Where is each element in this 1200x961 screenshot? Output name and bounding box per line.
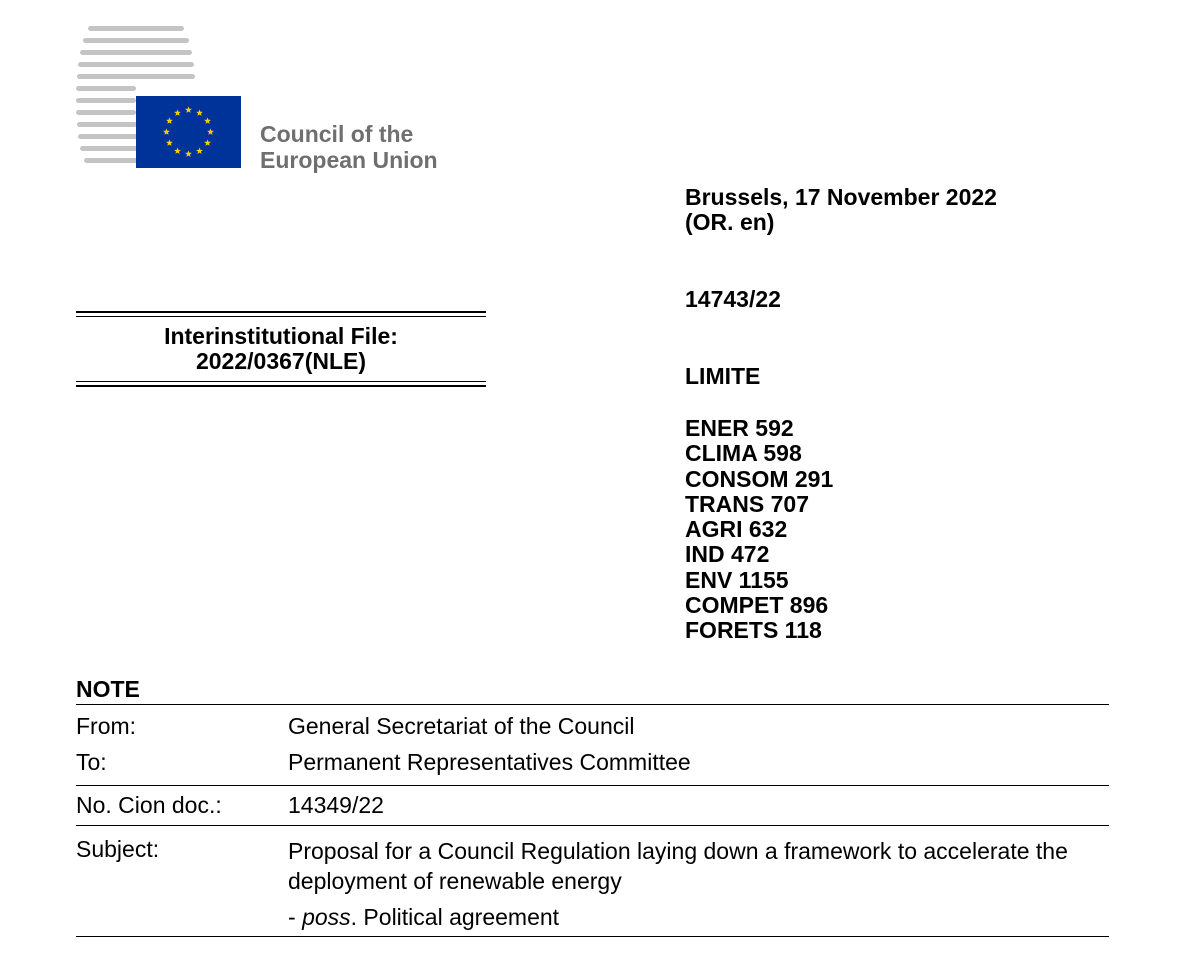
subject-code: FORETS 118 [685,617,822,644]
file-label: Interinstitutional File: [164,323,398,349]
table-divider [76,936,1109,937]
subject-codes [685,416,833,644]
subject-label: Subject: [76,836,160,862]
subject-code: TRANS 707 [685,490,809,517]
subject-value: Proposal for a Council Regulation laying down a framework to accelerate the deployment of renewable energy [288,838,1068,894]
original-language: (OR. en) [685,209,775,235]
to-label: To: [76,749,107,775]
org-name-line-1: Council of the [260,121,414,147]
double-rule-top [76,311,486,317]
document-number: 14743/22 [685,286,781,312]
eu-flag-icon [136,96,241,168]
file-number: 2022/0367(NLE) [195,348,367,374]
subject-code: CONSOM 291 [685,465,834,492]
subject-code: CLIMA 598 [685,440,802,467]
note-metadata-table [76,704,1109,937]
dateline: Brussels, 17 November 2022 [685,184,997,210]
table-row-subject [76,826,1109,936]
subject-note-italic: poss [302,904,351,930]
double-rule-bottom [76,381,486,387]
subject-note-prefix: - [288,904,303,930]
table-row-from [76,705,1109,743]
table-row-cion-doc [76,786,1109,825]
from-label: From: [76,713,137,739]
subject-value-block [288,836,1109,936]
org-name-line-2: European Union [260,147,438,173]
subject-code: COMPET 896 [685,592,829,619]
classification-label: LIMITE [685,363,761,389]
cion-doc-value: 14349/22 [288,792,384,818]
subject-note-rest: . Political agreement [350,904,560,930]
subject-code: IND 472 [685,541,770,568]
dateline-block [685,185,997,235]
subject-note [288,902,1109,932]
note-heading: NOTE [76,676,140,702]
subject-code: AGRI 632 [685,516,788,543]
organization-name [260,121,438,173]
interinstitutional-file-box [76,311,486,387]
table-row-to [76,743,1109,785]
from-value: General Secretariat of the Council [288,713,635,739]
subject-code: ENER 592 [685,415,794,441]
interinstitutional-file [76,324,486,374]
cion-doc-label: No. Cion doc.: [76,792,222,818]
subject-code: ENV 1155 [685,566,789,593]
to-value: Permanent Representatives Committee [288,749,691,775]
